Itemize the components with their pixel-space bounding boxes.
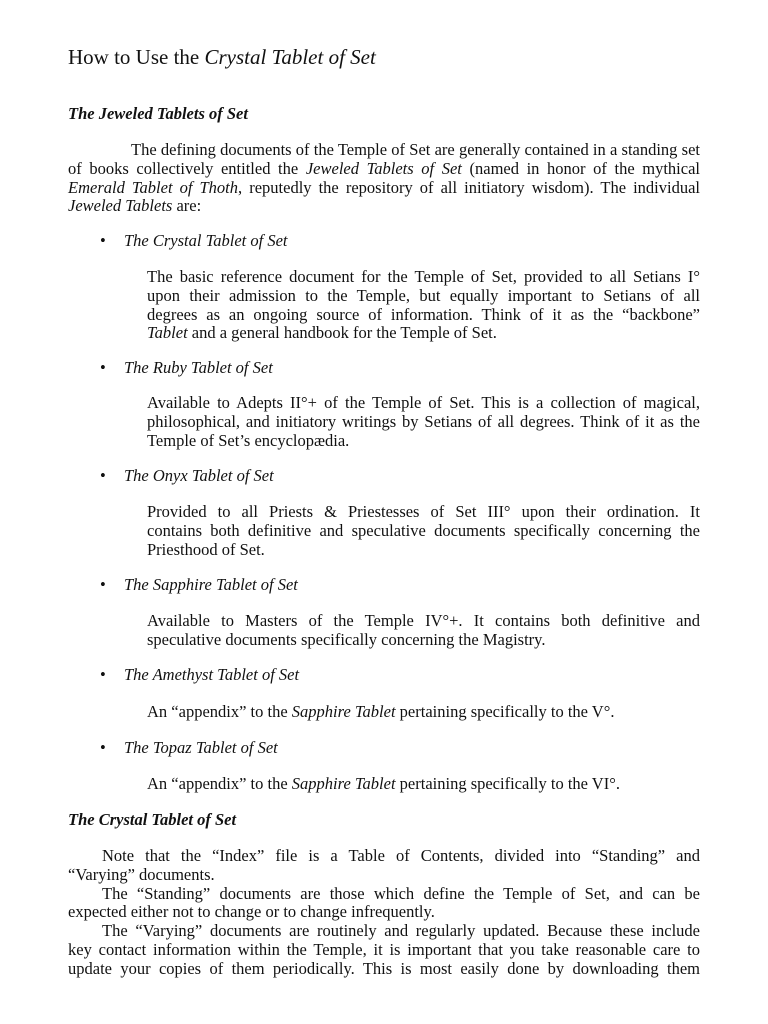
bullet-icon: •: [100, 466, 106, 485]
note-index-line-1: Note that the “Index” file is a Table of Contents, divided into “Standing” and: [102, 846, 700, 865]
bullet-label: The Sapphire Tablet of Set: [124, 575, 298, 594]
topaz-tablet-description: An “appendix” to the Sapphire Tablet pertaining specifically to the VI°.: [147, 774, 620, 793]
section-heading-jeweled-tablets: The Jeweled Tablets of Set: [68, 104, 248, 123]
bullet-label: The Crystal Tablet of Set: [124, 231, 288, 250]
standing-line-1: The “Standing” documents are those which define the Temple of Set, and can be: [102, 883, 700, 903]
intro-line-1: The defining documents of the Temple of Set are generally contained in a standing set: [131, 140, 700, 159]
bullet-icon: •: [100, 358, 106, 377]
bullet-icon: •: [100, 738, 106, 757]
bullet-label: The Ruby Tablet of Set: [124, 358, 273, 377]
page-title-prefix: How to Use the: [68, 45, 205, 69]
ruby-tablet-description: Available to Adepts II°+ of the Temple of Set. This is a collection of magical, philosophical, and initiatory writings by Setians of all degrees. Think of it as the Temple of Set’s encyclopædia.: [147, 393, 700, 450]
intro-line-2: of books collectively entitled the Jeweled Tablets of Set (named in honor of the mythical: [68, 158, 701, 178]
varying-line-3: update your copies of them periodically. This is most easily done by downloading them: [68, 958, 700, 978]
intro-paragraph: [68, 141, 700, 216]
page-title: [68, 44, 376, 70]
amethyst-tablet-description: An “appendix” to the Sapphire Tablet pertaining specifically to the V°.: [147, 702, 615, 721]
bullet-label: The Onyx Tablet of Set: [124, 466, 274, 485]
bullet-item-sapphire-tablet: [100, 575, 298, 595]
bullet-icon: •: [100, 575, 106, 594]
bullet-icon: •: [100, 231, 106, 250]
intro-line-4: Jeweled Tablets are:: [68, 196, 202, 216]
intro-line-3: Emerald Tablet of Thoth, reputedly the repository of all initiatory wisdom). The individual: [68, 177, 700, 197]
note-index-line-2: “Varying” documents.: [68, 864, 215, 884]
varying-line-2: key contact information within the Temple, it is important that you take reasonable care to: [68, 939, 700, 959]
section-heading-crystal-tablet: The Crystal Tablet of Set: [68, 810, 237, 829]
bullet-label: The Amethyst Tablet of Set: [124, 665, 300, 684]
onyx-tablet-description: Provided to all Priests & Priestesses of Set III° upon their ordination. It contains both definitive and speculative documents specifically concerning the Priesthood of Set.: [147, 502, 700, 559]
crystal-section-text: [68, 847, 700, 979]
bullet-item-onyx-tablet: [100, 466, 274, 486]
bullet-item-ruby-tablet: [100, 358, 273, 378]
sapphire-tablet-description: Available to Masters of the Temple IV°+. It contains both definitive and speculative documents specifically concerning the Magistry.: [147, 611, 700, 649]
bullet-item-amethyst-tablet: [100, 665, 299, 685]
standing-line-2: expected either not to change or to change infrequently.: [68, 902, 435, 922]
bullet-icon: •: [100, 665, 106, 684]
page-title-italic: Crystal Tablet of Set: [204, 45, 376, 69]
bullet-item-topaz-tablet: [100, 738, 278, 758]
bullet-item-crystal-tablet: [100, 231, 288, 251]
bullet-label: The Topaz Tablet of Set: [124, 738, 278, 757]
varying-line-1: The “Varying” documents are routinely and regularly updated. Because these include: [102, 921, 700, 941]
crystal-tablet-description: The basic reference document for the Temple of Set, provided to all Setians I° upon their admission to the Temple, but equally important to Setians of all degrees as an ongoing source of information. Think of it as the “backbone” Tablet and a general handbook for the Temple of Set.: [147, 267, 700, 343]
